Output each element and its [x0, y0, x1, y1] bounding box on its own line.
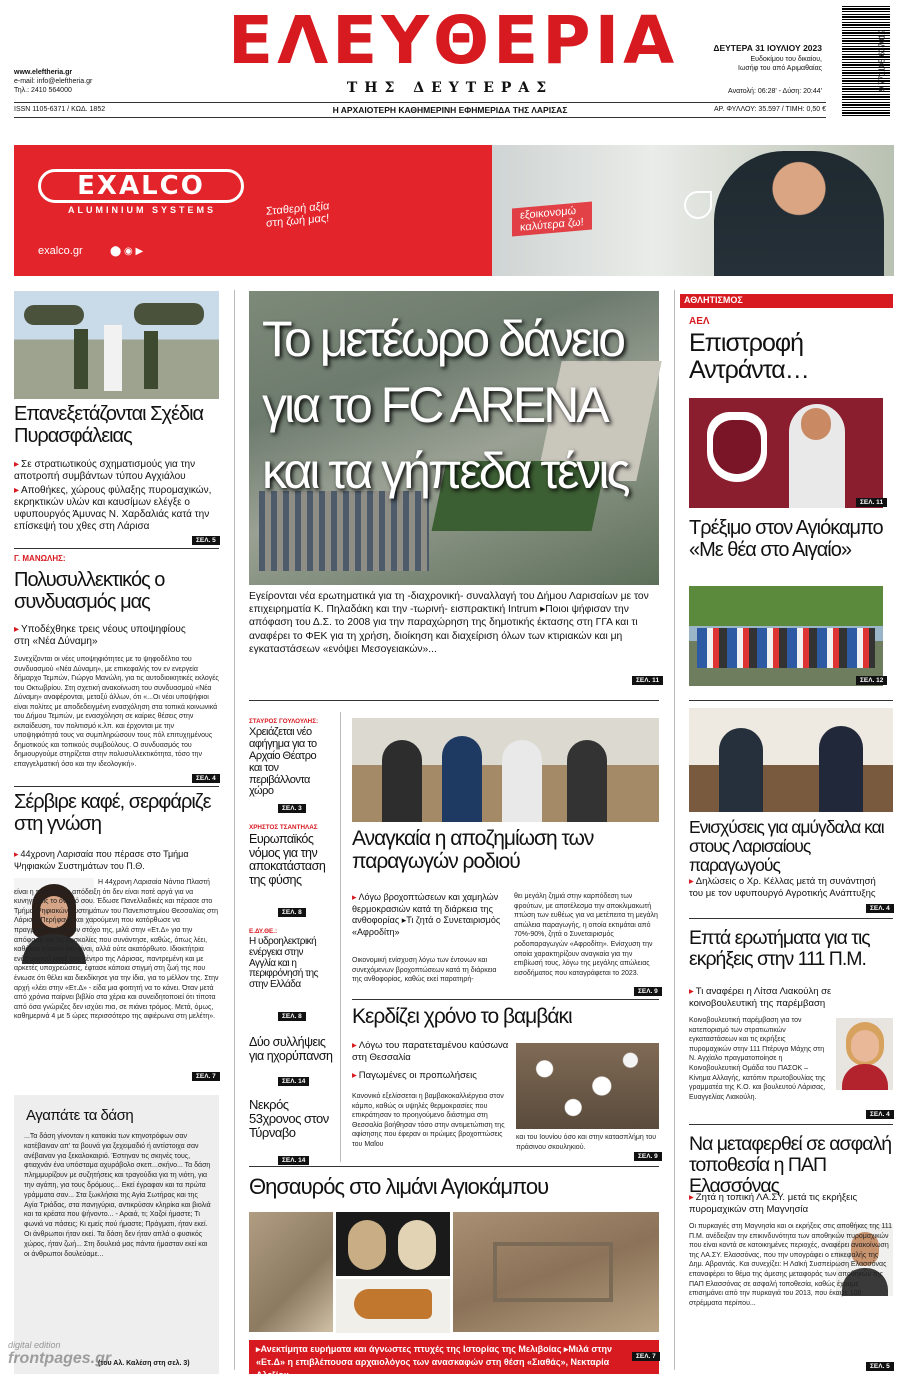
photo-ael-player — [689, 398, 883, 508]
body-coffee: Η 44χρονη Λαρισαία Νάντια Πλαστή είναι η περίπτωση απόδειξη ότι δεν είναι ποτέ αργά για να κυνηγήσεις το όνειρό σου. Έδωσε Πανελλαδικές και πέρασε στο Τμήμα Ψηφιακών Συστημάτων του Πανεπιστημίου Θεσσαλίας στη Λάρισα. Περήφανη και χαρούμενη που κατόρθωσε να πραγματοποιήσει τον στόχο της, μιλά στην «Ετ.Δ» για την απόφαση και τις δυσκολίες που συνάντησε, καθώς, όπως λέει, καθόλου εύκολο δεν είναι, αλλά ούτε ακατόρθωτο. Ιδιοκτήτρια ενός μικρού καφέ στο κέντρο της Λάρισας, παντρεμένη και με αρκετές υποχρεώσεις, έφτασε κάποια στιγμή στη ζωή της που ένιωσε ότι θέλει και διεκδίκησε για την ίδια, για το μέλλον της. Στην αρχή «λέει στην «Ετ.Δ» - είδα μια φοιτητή να το κάνει. Όταν μετά από χρόνια παίρνει βιβλίο στα χέρια και συνειδητοποιεί ότι τίποτα από όσα γνώριζες δεν ισχύει πια, σε πιάνει τρόμος. Μετά, όμως, καθημερινά 4 με 5 ώρες περισσότερο της αφιέρωνα στη μελέτη». — [14, 879, 219, 1021]
body-cotton: Κανονικό εξελίσσεται η βαμβακοκαλλιέργεια στον κάμπο, καθώς οι υψηλές θερμοκρασίες που επικράτησαν το προηγούμενο διάστημα στη Θεσσαλία βοήθησαν τόσο στην αντιμετώπιση της αφίσησης που έφεραν οι πρώιμες βροχοπτώσεις του Μαΐου — [352, 1093, 505, 1148]
col-divider-left — [234, 290, 235, 1370]
headline-cotton[interactable]: Κερδίζει χρόνο το βαμβάκι — [352, 1005, 572, 1028]
divider-left-2 — [14, 786, 219, 787]
masthead-rule-bottom — [14, 117, 826, 118]
headline-run[interactable]: Τρέξιμο στον Αγιόκαμπο «Με θέα στο Αιγαίο» — [689, 517, 883, 561]
bullet-manolis: ▸ Υποδέχθηκε τρεις νέους υποψηφίους στη «Νέα Δύναμη» — [14, 624, 194, 648]
brief-headline: Ευρωπαϊκός νόμος για την αποκατάσταση της φύσης — [249, 832, 326, 887]
bullet-pomegranate: ▸ Λόγω βροχοπτώσεων και χαμηλών θερμοκρασιών κατά τη διάρκεια της ανθοφορίας ▸Τι ζητά ο Συνεταιρισμός «Αφροδίτη» — [352, 892, 504, 938]
brief-headline: Η υδροηλεκτρική ενέργεια στην Αγγλία και η περιφρόνησή της στην Ελλάδα — [249, 936, 318, 991]
page-ref-fc-arena[interactable]: ΣΕΛ. 11 — [632, 676, 663, 685]
headline-forests[interactable]: Αγαπάτε τα δάση — [26, 1107, 134, 1124]
tagline: Η ΑΡΧΑΙΟΤΕΡΗ ΚΑΘΗΜΕΡΙΝΗ ΕΦΗΜΕΡΙΔΑ ΤΗΣ ΛΑΡΙΣΑΣ — [332, 105, 568, 115]
divider-right-1 — [689, 700, 893, 701]
ad-person — [714, 151, 884, 276]
page-ref-cotton[interactable]: ΣΕΛ. 9 — [634, 1152, 662, 1161]
caption-cotton: και του Ιουνίου όσο και στην κατασπλήμη του πράσινου σκουληκιού. — [516, 1134, 657, 1151]
photo-oil-lamp — [336, 1279, 450, 1333]
brief-kicker: Ε.ΔΥ.ΘΕ.: — [249, 928, 278, 935]
bullet-coffee: ▸ 44χρονη Λαρισαία που πέρασε στο Τμήμα Ψηφιακών Συστημάτων του Π.Θ. — [14, 848, 219, 872]
sun-times: Ανατολή: 06:28' - Δύση: 20:44' — [728, 88, 822, 95]
divider-right-2 — [689, 918, 893, 919]
page-ref-brief-1[interactable]: ΣΕΛ. 3 — [278, 804, 306, 813]
headline-treasure[interactable]: Θησαυρός στο λιμάνι Αγιοκάμπου — [249, 1174, 549, 1199]
headline-pomegranate[interactable]: Αναγκαία η αποζημίωση των παραγωγών ροδιού — [352, 827, 594, 873]
page-ref-pomegranate[interactable]: ΣΕΛ. 9 — [634, 987, 662, 996]
digital-edition: digital edition — [8, 1340, 61, 1350]
brief-tsantilas[interactable] — [249, 824, 331, 887]
headline-fire-plans[interactable]: Επανεξετάζονται Σχέδια Πυρασφάλειας — [14, 403, 204, 447]
body-pomegranate-1: Οικονομική ενίσχυση λόγω των έντονων και συνεχόμενων βροχοπτώσεων κατά τη διάρκεια της ανθοφορίας, καθώς εκεί παρατηρή- — [352, 957, 497, 983]
col-divider-right — [674, 290, 675, 1370]
phone-text: Τηλ.: 2410 564000 — [14, 87, 72, 94]
ad-url[interactable]: exalco.gr — [38, 245, 83, 257]
page-ref-run[interactable]: ΣΕΛ. 12 — [856, 676, 887, 685]
page-ref-brief-3[interactable]: ΣΕΛ. 8 — [278, 1012, 306, 1021]
headline-pap-elassona[interactable]: Να μεταφερθεί σε ασφαλή τοποθεσία η ΠΑΠ Ελασσόνας — [689, 1133, 892, 1198]
ad-social-icons[interactable]: ⬤ ◉ ▶ — [110, 246, 144, 257]
saints-line-2: Ιωσήφ του από Αριμαθαίας — [738, 65, 822, 72]
brief-noise[interactable]: Δύο συλλήψεις για ηχορύπανση — [249, 1035, 333, 1063]
issn-text: ISSN 1105-6371 / ΚΩΔ. 1852 — [14, 106, 106, 113]
divider-left-1 — [14, 548, 219, 549]
headline-ael[interactable]: Επιστροφή Αντράντα… — [689, 329, 809, 384]
ad-brand-logo: EXALCO — [38, 169, 244, 203]
issue-date: ΔΕΥΤΕΡΑ 31 ΙΟΥΛΙΟΥ 2023 — [713, 43, 822, 53]
kicker-manolis: Γ. ΜΑΝΩΛΗΣ: — [14, 554, 66, 563]
brief-edythe[interactable] — [249, 928, 331, 991]
bullet-almonds: ▸ Δηλώσεις ο Χρ. Κέλλας μετά τη συνάντησή του με τον υφυπουργό Αγροτικής Ανάπτυξης — [689, 876, 889, 900]
page-ref-fire[interactable]: ΣΕΛ. 5 — [192, 536, 220, 545]
body-manolis: Συνεχίζονται οι νέες υποψηφιότητες με το ψηφοδέλτιο του συνδυασμού «Νέα Δύναμη», με επικεφαλής τον εν ενεργεία δήμαρχο Τεμπών, Γιώργο Μανώλη, για τις αυτοδιοικητικές εκλογές του Οκτωβρίου. Στη σχετική ανακοίνωση του συνδυασμού «Νέα Δύναμη» αναφέρονται, μεταξύ άλλων, ότι «...Οι νέοι υποψήφιοι είναι πολίτες με αποδεδειγμένη ενασχόληση στα τοπικά κοινωνικά του Δήμου Τεμπών, με ενασχόληση σε καίριες θέσεις στην εκπαίδευση, τον πολιτισμό κ.λπ. και έρχονται με την υποψηφιότητά τους να συμπληρώσουν τους πόλ επιτυχημένους δημοτικούς και τοπικούς συμβούλους. Ο συνδυασμός του δημιουργούμε στηρίζεται στην πολυσυλλεκτικότητα, τόσο την επαγγελματική όσο και την ιδεολογική». — [14, 656, 219, 768]
divider-right-3 — [689, 1124, 893, 1125]
masthead-title: ΕΛΕΥΘΕΡΙΑ — [228, 2, 679, 79]
photo-excavation-rocks — [249, 1212, 333, 1332]
photo-runners — [689, 586, 883, 686]
page-ref-seven-questions[interactable]: ΣΕΛ. 4 — [866, 1110, 894, 1119]
ad-brand-sub: ALUMINIUM SYSTEMS — [67, 205, 216, 215]
headline-seven-questions[interactable]: Επτά ερωτήματα για τις εκρήξεις στην 111 Π.Μ. — [689, 927, 870, 971]
bullet-fire-1: ▸ Σε στρατιωτικούς σχηματισμούς για την αποτροπή συμβάντων τύπου Αγχιάλου — [14, 459, 219, 483]
body-fc-arena: Εγείρονται νέα ερωτηματικά για τη -διαχρονική- συναλλαγή του Δήμου Λαρισαίων με τον επιχειρηματία Κ. Πηλαδάκη και την -τωρινή- εισπρακτική Intrum ▸Ποιοι ψήφισαν την απόφαση του Δ.Σ. το 2008 για την παραχώρηση της δημοτικής έκτασης στη ΓΓΑ και τι αναφέρει το ΦΕΚ για τη χρήση, διοίκηση και διαχείριση όλων των κτιριακών και μη εγκαταστάσεων «ενόψει Μεσογειακών»... — [249, 591, 649, 655]
divider-center-1 — [249, 700, 659, 701]
brief-kicker: ΧΡΗΣΤΟΣ ΤΣΑΝΤΗΛΑΣ — [249, 824, 318, 831]
photo-statue-heads — [336, 1212, 450, 1276]
ad-slogan-1: Σταθερή αξία στη ζωή μας! — [266, 200, 330, 230]
page-ref-brief-2[interactable]: ΣΕΛ. 8 — [278, 908, 306, 917]
page-ref-ael[interactable]: ΣΕΛ. 11 — [856, 498, 887, 507]
brief-headline: Χρειάζεται νέο αφήγημα για το Αρχαίο Θέατρο και τον περιβάλλοντα χώρο — [249, 726, 317, 798]
kicker-ael: ΑΕΛ — [689, 316, 710, 327]
page-ref-almonds[interactable]: ΣΕΛ. 4 — [866, 904, 894, 913]
headline-fc-arena[interactable]: Το μετέωρο δάνειο για το FC ARENA και τα γήπεδα τένις — [262, 311, 628, 499]
body-forests: ...Τα δάση γίνονταν η κατοικία των κτηνοτρόφων σαν κατέβαιναν απ’ τα βουνά για ξεχειμαδιό ή αντίστοιχα σαν ανέβαιναν για ξεκαλοκαιριό. Έστηναν τις σκηνές τους, φτιαχνάν ένα υπόσταμα αχυράβολο σκεπ...σκήνο... Τα δάση πλημμυρίζουν με συζητήσεις και τραγούδια για τη νιότη, για την αγάπη, για τους δρόμους... Εκεί έγραφαν και τα πρώτα γράμματα σαν... Στα ξωκλήσια της Αγία Σωτήρας και της Αγία Τριάδας, στα πανηγύρια, αντικρύσαν κληρίκα και βιολιά και τα κρέατα που ψήνοντο... - Αραιά, τι; Χαζοί ήμαστε; Τι φωνιά να πάσεις; Κι εμείς πού ήμαστε; Πράγματι, ήταν εκεί. Οι άνθρωποι ήταν εκεί. Τα δάση δεν ήταν απλά ο φυσικός χώρος, ήταν ζωή... Στη δουλειά μας πάντα ήμασταν εκεί και οι άνθρωποι δουλεύαμε... — [24, 1133, 211, 1258]
divider-center-2 — [352, 999, 659, 1000]
body-seven-questions: Κοινοβουλευτική παρέμβαση για τον κατεπορισμό των στρατιωτικών εγκαταστάσεων και τις εκρήξεις πυρομαχικών στην 111 Πτέρυγα Μάχης στη Ν. Αγχίαλο πραγματοποίησε η Κοινοβουλευτική Ομάδα του ΠΑΣΟΚ – Κίνημα Αλλαγής, κατόπιν πρωτοβουλίας της γραμματέα της Κ.Ο. και βουλευτού Λάρισας, Ευαγγελίας Λιακούλη. — [689, 1017, 826, 1101]
brief-kicker: ΣΤΑΥΡΟΣ ΓΟΥΛΟΥΛΗΣ: — [249, 718, 319, 725]
body-pap-elassona: Οι πυρκαγιές στη Μαγνησία και οι εκρήξεις στις αποθήκες της 111 Π.Μ. ανέδειξαν την επικινδυνότητα των αποθηκών πυρομαχικών που είναι κοντά σε κατοικημένες περιοχές, αναφέρει ανακοίνωση της ΛΑ.ΣΥ. Ελασσόνας, που την υπογράφει ο επικεφαλής της Δημ. Αβραντάς. Και συνεχίζει: Η Λαϊκή Συσπείρωση Ελασσόνας επαναφέρει το θέμα της άμεσης μεταφοράς των αποθηκών της ΠΑΠ Ελασσόνας σε ασφαλή τοποθεσία, καθώς έχουμε επισημάνει από την πυρκαγιά του 2013, που έκαψε 100 στρέμματα περίπου... — [689, 1223, 893, 1307]
watermark: frontpages.gr — [8, 1350, 112, 1367]
masthead-rule-top — [14, 102, 826, 103]
ad-leaf-icon — [684, 191, 712, 219]
page-ref-pap-elassona[interactable]: ΣΕΛ. 5 — [866, 1362, 894, 1371]
email-text: e-mail: info@eleftheria.gr — [14, 78, 93, 85]
saints-line-1: Ευδοκίμου του δικαίου, — [750, 56, 822, 63]
page-ref-manolis[interactable]: ΣΕΛ. 4 — [192, 774, 220, 783]
masthead — [0, 0, 900, 128]
bullet-cotton-2: ▸ Παγωμένες οι προπωλήσεις — [352, 1070, 512, 1082]
page-ref-treasure[interactable]: ΣΕΛ. 7 — [632, 1352, 660, 1361]
website-link[interactable]: www.eleftheria.gr — [14, 69, 73, 76]
date-block — [700, 44, 822, 73]
contact-block — [14, 68, 92, 95]
photo-kellas-meeting — [689, 708, 893, 812]
page-ref-brief-5[interactable]: ΣΕΛ. 14 — [278, 1156, 309, 1165]
bullet-cotton-1: ▸ Λόγω του παρατεταμένου καύσωνα στη Θεσσαλία — [352, 1040, 512, 1063]
issue-price: ΑΡ. ΦΥΛΛΟΥ: 35.597 / ΤΙΜΗ: 0,50 € — [713, 106, 826, 113]
photo-helicopters — [14, 291, 219, 399]
exalco-ad[interactable] — [14, 145, 894, 276]
brief-goulioulis[interactable] — [249, 718, 331, 798]
briefs-divider — [340, 712, 341, 1162]
masthead-subtitle: ΤΗΣ ΔΕΥΤΕΡΑΣ — [346, 80, 554, 96]
brief-tyrnavos[interactable]: Νεκρός 53χρονος στον Τύρναβο — [249, 1097, 329, 1141]
caption-treasure: ▸Ανεκτίμητα ευρήματα και άγνωστες πτυχές της Ιστορίας της Μελιβοίας ▸Μιλά στην «Ετ.Δ» η επιβλέπουσα αρχαιολόγος των ανασκαφών στη θέση «Σιαθάς», Νεκταρία Αλεξίου — [256, 1344, 612, 1380]
headline-manolis[interactable]: Πολυσυλλεκτικός ο συνδυασμός μας — [14, 569, 165, 613]
photo-pomegranate-meeting — [352, 718, 659, 822]
photo-liakouli — [836, 1018, 893, 1090]
barcode-number: 9 771105 637019 — [877, 29, 887, 92]
ad-slogan-2: εξοικονομώ καλύτερα ζω! — [512, 202, 592, 237]
divider-center-3 — [249, 1166, 659, 1167]
bullet-pap-elassona: ▸ Ζητά η τοπική ΛΑ.ΣΥ. μετά τις εκρήξεις πυρομαχικών στη Μαγνησία — [689, 1192, 889, 1216]
page-ref-brief-4[interactable]: ΣΕΛ. 14 — [278, 1077, 309, 1086]
page-ref-coffee[interactable]: ΣΕΛ. 7 — [192, 1072, 220, 1081]
headline-almonds[interactable]: Ενισχύσεις για αμύγδαλα και στους Λαρισαίους παραγωγούς — [689, 817, 884, 875]
photo-cotton — [516, 1043, 659, 1129]
bullet-seven-questions: ▸ Τι αναφέρει η Λίτσα Λιακούλη σε κοινοβουλευτική της παρέμβαση — [689, 986, 889, 1010]
bullet-fire-2: ▸ Αποθήκες, χώρους φύλαξης πυρομαχικών, εκρηκτικών υλών και καυσίμων ελέγξε ο υφυπουργός Άμυνας Ν. Χαρδαλιάς κατά την επίσκεψή του χθες στη Λάρισα — [14, 485, 219, 533]
headline-coffee[interactable]: Σέρβιρε καφέ, σερφάριζε στη γνώση — [14, 791, 211, 835]
photo-excavation-site — [453, 1212, 659, 1332]
section-sports[interactable]: ΑΘΛΗΤΙΣΜΟΣ — [680, 294, 893, 308]
forests-footer: (του Αλ. Καλέση στη σελ. 3) — [98, 1360, 190, 1367]
body-pomegranate-2: θει μεγάλη ζημιά στην καρπόδεση των φρούτων, με αποτέλεσμα την αποκλιμακωτή πτώση των ευθέως για να μετέπειτα τη μεγάλη απώλεια παραγωγής, η οποία εκτιμάται από 70%-90%, ζητά ο Συνεταιρισμός ροδοπαραγωγών «Αφροδίτη». Ενίσχυση την οποία χαρακτηρίζουν αναγκαία για την επιβίωσή τους, λόγω της μεγάλης απώλειας εισοδήματος που καταγράφεται το 2023. — [514, 893, 658, 977]
